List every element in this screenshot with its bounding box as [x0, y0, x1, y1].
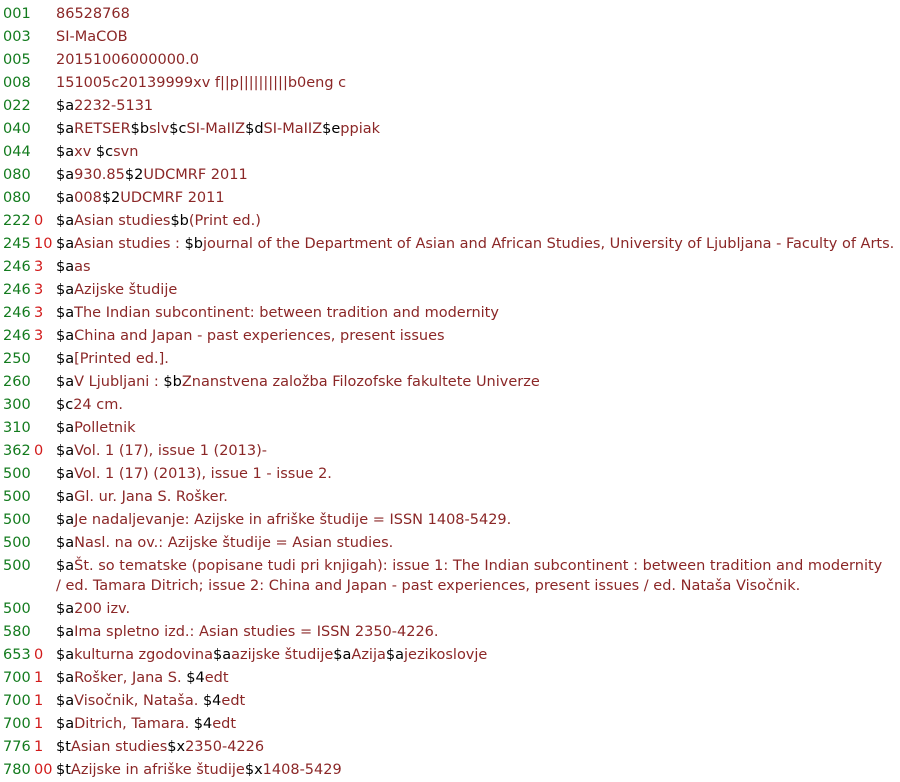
field-tag: 700: [3, 716, 31, 732]
field-content: [56, 394, 123, 416]
field-tag: 040: [3, 121, 31, 137]
field-row: [3, 210, 897, 233]
field-tag: 300: [3, 397, 31, 413]
field-row: [3, 736, 897, 759]
subfield-value: Ditrich, Tamara.: [74, 716, 194, 732]
field-tag: 245: [3, 236, 31, 252]
field-row: [3, 95, 897, 118]
subfield-value: China and Japan - past experiences, present issues: [74, 328, 445, 344]
field-row: [3, 3, 897, 26]
subfield-code: $a: [56, 374, 75, 390]
field-row: [3, 555, 897, 598]
field-row: [3, 394, 897, 417]
field-content: [56, 486, 228, 508]
field-content: [56, 598, 130, 620]
field-tag: 700: [3, 693, 31, 709]
field-row: [3, 256, 897, 279]
field-row: [3, 187, 897, 210]
field-indicators: 3: [34, 259, 44, 275]
subfield-code: $4: [202, 693, 222, 709]
subfield-code: $b: [170, 213, 189, 229]
field-row: [3, 644, 897, 667]
field-tag: 250: [3, 351, 31, 367]
subfield-value: edt: [204, 670, 229, 686]
subfield-value: Asian studies: [74, 213, 171, 229]
field-tag: 776: [3, 739, 31, 755]
field-tag: 500: [3, 512, 31, 528]
subfield-value: Rošker, Jana S.: [74, 670, 187, 686]
subfield-code: $a: [56, 558, 75, 574]
field-row: [3, 759, 897, 782]
subfield-value: UDCMRF 2011: [120, 190, 225, 206]
marc-record: [3, 3, 897, 782]
field-row: [3, 598, 897, 621]
subfield-value: edt: [221, 693, 246, 709]
subfield-value: jezikoslovje: [404, 647, 488, 663]
subfield-value: 151005c20139999xv f||p||||||||||b0eng c: [56, 75, 347, 91]
subfield-code: $a: [56, 647, 75, 663]
field-content: [56, 233, 894, 255]
field-tag: 022: [3, 98, 31, 114]
subfield-value: Azijske in afriške študije: [70, 762, 245, 778]
subfield-code: $a: [56, 535, 75, 551]
field-indicators: 3: [34, 305, 44, 321]
field-tag: 500: [3, 601, 31, 617]
subfield-value: SI-MaIIZ: [263, 121, 323, 137]
field-tag: 246: [3, 328, 31, 344]
field-content: [56, 325, 445, 347]
field-row: [3, 72, 897, 95]
subfield-value: Št. so tematske (popisane tudi pri knjigah): issue 1: The Indian subcontinent : between tradition and modernity / ed. Tamara Ditrich; issue 2: China and Japan - past experiences, present issues / ed. Nataša Visočnik.: [56, 558, 883, 594]
field-tag: 780: [3, 762, 31, 778]
field-tag: 044: [3, 144, 31, 160]
field-tag: 500: [3, 558, 31, 574]
subfield-code: $x: [244, 762, 263, 778]
field-content: [56, 141, 138, 163]
subfield-value: ppiak: [340, 121, 381, 137]
subfield-value: 86528768: [56, 6, 130, 22]
field-row: [3, 509, 897, 532]
subfield-code: $a: [56, 259, 75, 275]
field-content: [56, 348, 169, 370]
subfield-code: $e: [322, 121, 341, 137]
field-row: [3, 279, 897, 302]
subfield-value: svn: [113, 144, 139, 160]
subfield-code: $c: [169, 121, 187, 137]
subfield-code: $a: [56, 624, 75, 640]
field-row: [3, 417, 897, 440]
field-row: [3, 486, 897, 509]
field-content: [56, 690, 245, 712]
subfield-value: Nasl. na ov.: Azijske študije = Asian studies.: [74, 535, 394, 551]
field-row: [3, 621, 897, 644]
subfield-code: $a: [56, 98, 75, 114]
subfield-code: $b: [184, 236, 203, 252]
field-row: [3, 440, 897, 463]
field-content: [56, 95, 153, 117]
field-content: [56, 509, 511, 531]
subfield-code: $4: [193, 716, 213, 732]
subfield-code: $4: [186, 670, 205, 686]
field-row: [3, 233, 897, 256]
subfield-value: Ima spletno izd.: Asian studies = ISSN 2350-4226.: [74, 624, 439, 640]
field-tag: 500: [3, 489, 31, 505]
field-content: [56, 164, 248, 186]
subfield-code: $a: [56, 512, 75, 528]
field-content: [56, 440, 267, 462]
field-row: [3, 118, 897, 141]
field-content: [56, 210, 261, 232]
field-tag: 310: [3, 420, 31, 436]
field-tag: 580: [3, 624, 31, 640]
subfield-value: 24 cm.: [73, 397, 123, 413]
subfield-code: $b: [163, 374, 182, 390]
subfield-code: $a: [56, 236, 75, 252]
subfield-value: Azija: [351, 647, 386, 663]
field-row: [3, 49, 897, 72]
subfield-value: 2232-5131: [74, 98, 154, 114]
subfield-value: Vol. 1 (17) (2013), issue 1 - issue 2.: [74, 466, 332, 482]
field-tag: 222: [3, 213, 31, 229]
subfield-code: $a: [56, 190, 75, 206]
field-row: [3, 667, 897, 690]
field-content: [56, 736, 264, 758]
subfield-value: 20151006000000.0: [56, 52, 199, 68]
subfield-code: $2: [101, 190, 121, 206]
subfield-value: Asian studies: [70, 739, 168, 755]
subfield-value: Vol. 1 (17), issue 1 (2013)-: [74, 443, 267, 459]
subfield-code: $d: [245, 121, 264, 137]
subfield-code: $a: [56, 466, 75, 482]
subfield-code: $a: [333, 647, 352, 663]
field-tag: 001: [3, 6, 31, 22]
subfield-code: $t: [56, 762, 71, 778]
subfield-value: xv: [74, 144, 96, 160]
field-tag: 260: [3, 374, 31, 390]
field-tag: 246: [3, 305, 31, 321]
subfield-code: $a: [56, 420, 75, 436]
subfield-value: journal of the Department of Asian and African Studies, University of Ljubljana - Faculty of Arts.: [203, 236, 895, 252]
subfield-code: $a: [56, 121, 75, 137]
subfield-code: $t: [56, 739, 71, 755]
field-content: [56, 667, 229, 689]
field-row: [3, 713, 897, 736]
subfield-code: $a: [385, 647, 405, 663]
field-tag: 080: [3, 167, 31, 183]
subfield-value: (Print ed.): [188, 213, 261, 229]
subfield-code: $a: [56, 716, 75, 732]
subfield-code: $b: [130, 121, 150, 137]
subfield-value: UDCMRF 2011: [143, 167, 248, 183]
field-row: [3, 532, 897, 555]
subfield-code: $2: [124, 167, 144, 183]
subfield-code: $a: [56, 443, 75, 459]
subfield-value: SI-MaCOB: [56, 29, 128, 45]
field-content: [56, 187, 225, 209]
subfield-value: The Indian subcontinent: between tradition and modernity: [74, 305, 499, 321]
subfield-value: V Ljubljani :: [74, 374, 164, 390]
subfield-code: $a: [56, 670, 75, 686]
field-row: [3, 371, 897, 394]
subfield-value: Visočnik, Nataša.: [74, 693, 203, 709]
field-indicators: 1: [34, 716, 44, 732]
subfield-value: Znanstvena založba Filozofske fakultete Univerze: [181, 374, 540, 390]
subfield-value: Asian studies :: [74, 236, 185, 252]
subfield-value: edt: [212, 716, 237, 732]
field-row: [3, 141, 897, 164]
field-tag: 008: [3, 75, 31, 91]
subfield-code: $a: [56, 693, 75, 709]
field-tag: 246: [3, 282, 31, 298]
field-tag: 246: [3, 259, 31, 275]
field-indicators: 10: [34, 236, 53, 252]
field-content: [56, 621, 439, 643]
field-tag: 003: [3, 29, 31, 45]
subfield-value: Je nadaljevanje: Azijske in afriške študije = ISSN 1408-5429.: [74, 512, 512, 528]
subfield-code: $a: [56, 328, 75, 344]
subfield-code: $a: [56, 489, 75, 505]
field-row: [3, 26, 897, 49]
subfield-value: as: [74, 259, 91, 275]
field-content: [56, 644, 487, 666]
field-row: [3, 463, 897, 486]
subfield-code: $a: [56, 351, 75, 367]
subfield-value: azijske študije: [231, 647, 334, 663]
subfield-value: RETSER: [74, 121, 131, 137]
field-tag: 653: [3, 647, 31, 663]
field-tag: 500: [3, 466, 31, 482]
field-row: [3, 690, 897, 713]
field-tag: 500: [3, 535, 31, 551]
field-indicators: 00: [34, 762, 53, 778]
field-content: [56, 118, 380, 140]
field-content: [56, 302, 499, 324]
subfield-code: $a: [56, 167, 75, 183]
field-content: [56, 713, 236, 735]
subfield-value: slv: [149, 121, 170, 137]
subfield-code: $a: [56, 144, 75, 160]
subfield-code: $c: [56, 397, 74, 413]
field-content: [56, 279, 177, 301]
field-content: [56, 256, 91, 278]
subfield-code: $a: [56, 601, 75, 617]
field-content: [56, 463, 332, 485]
field-row: [3, 325, 897, 348]
field-indicators: 0: [34, 443, 44, 459]
field-indicators: 0: [34, 647, 44, 663]
subfield-value: Polletnik: [74, 420, 136, 436]
field-indicators: 3: [34, 328, 44, 344]
subfield-code: $a: [56, 305, 75, 321]
subfield-code: $x: [167, 739, 186, 755]
field-tag: 080: [3, 190, 31, 206]
subfield-code: $c: [95, 144, 114, 160]
field-row: [3, 164, 897, 187]
field-tag: 005: [3, 52, 31, 68]
field-indicators: 1: [34, 693, 44, 709]
field-content: [56, 759, 342, 781]
field-tag: 362: [3, 443, 31, 459]
field-tag: 700: [3, 670, 31, 686]
subfield-value: 008: [74, 190, 102, 206]
subfield-value: 930.85: [74, 167, 125, 183]
field-content: [56, 417, 136, 439]
subfield-value: 2350-4226: [185, 739, 265, 755]
field-content: [56, 556, 886, 596]
subfield-value: 200 izv.: [74, 601, 131, 617]
subfield-code: $a: [56, 282, 75, 298]
field-row: [3, 348, 897, 371]
subfield-code: $a: [56, 213, 75, 229]
field-content: [56, 26, 128, 48]
field-indicators: 1: [34, 739, 44, 755]
field-indicators: 1: [34, 670, 44, 686]
subfield-value: Azijske študije: [74, 282, 178, 298]
field-indicators: 3: [34, 282, 44, 298]
subfield-value: SI-MaIIZ: [186, 121, 246, 137]
field-content: [56, 3, 130, 25]
subfield-code: $a: [213, 647, 232, 663]
subfield-value: 1408-5429: [262, 762, 342, 778]
field-row: [3, 302, 897, 325]
subfield-value: kulturna zgodovina: [74, 647, 214, 663]
field-content: [56, 49, 199, 71]
subfield-value: [Printed ed.].: [74, 351, 169, 367]
field-content: [56, 532, 393, 554]
field-content: [56, 72, 346, 94]
field-content: [56, 371, 540, 393]
subfield-value: Gl. ur. Jana S. Rošker.: [74, 489, 228, 505]
field-indicators: 0: [34, 213, 44, 229]
